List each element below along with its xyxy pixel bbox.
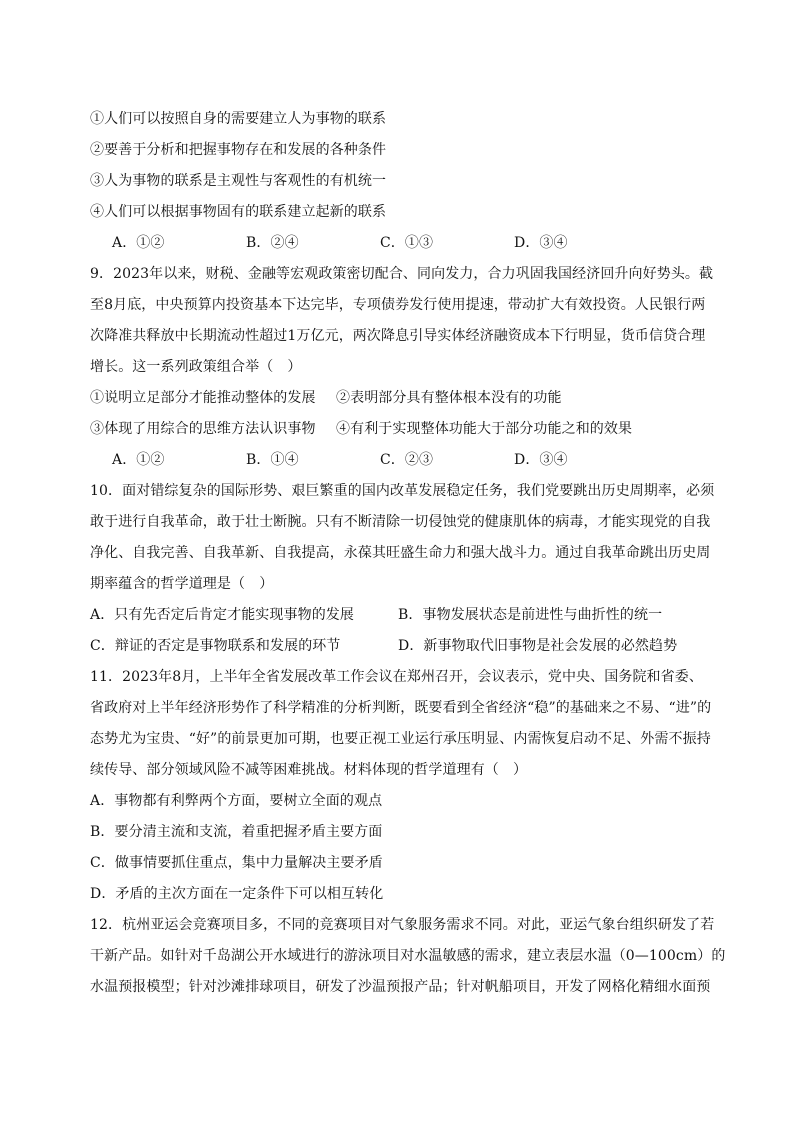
q8-statement-1: ①人们可以按照自身的需要建立人为事物的联系 bbox=[90, 111, 387, 127]
exam-content bbox=[90, 104, 726, 1003]
question-12 bbox=[90, 910, 726, 1003]
q8-statement-2: ②要善于分析和把握事物存在和发展的各种条件 bbox=[90, 142, 387, 158]
q9-statement-4: ④有利于实现整体功能大于部分功能之和的效果 bbox=[336, 421, 633, 437]
q12-stem-line-1: 12．杭州亚运会竞赛项目多，不同的竞赛项目对气象服务需求不同。对此，亚运气象台组织研发了若 bbox=[90, 917, 715, 933]
q9-statement-3: ③体现了用综合的思维方法认识事物 bbox=[90, 421, 316, 437]
q11-stem-line-3: 态势尤为宝贵、“好”的前景更加可期，也要正视工业运行承压明显、内需恢复启动不足、外需不振持 bbox=[90, 731, 711, 747]
q11-stem-line-1: 11．2023年8月，上半年全省发展改革工作会议在郑州召开，会议表示，党中央、国务院和省委、 bbox=[90, 669, 703, 685]
question-10 bbox=[90, 476, 715, 662]
q10-option-c: C．辩证的否定是事物联系和发展的环节 bbox=[90, 638, 341, 654]
question-9 bbox=[90, 259, 714, 476]
q10-stem-line-4: 期率蕴含的哲学道理是（ ） bbox=[90, 576, 274, 592]
q11-stem-line-4: 续传导、部分领域风险不减等困难挑战。材料体现的哲学道理有（ ） bbox=[90, 762, 528, 778]
q9-options bbox=[90, 445, 702, 476]
q10-options-row-1 bbox=[90, 600, 702, 631]
q9-statement-2: ②表明部分具有整体根本没有的功能 bbox=[336, 390, 562, 406]
question-11 bbox=[90, 662, 712, 910]
q8-option-b: B．②④ bbox=[246, 235, 299, 251]
q11-option-b: B．要分清主流和支流，着重把握矛盾主要方面 bbox=[90, 824, 383, 840]
q8-option-d: D．③④ bbox=[514, 235, 568, 251]
q8-statement-4: ④人们可以根据事物固有的联系建立起新的联系 bbox=[90, 204, 387, 220]
q9-stem-line-4: 增长。这一系列政策组合举（ ） bbox=[90, 359, 302, 375]
q10-stem-line-1: 10．面对错综复杂的国际形势、艰巨繁重的国内改革发展稳定任务，我们党要跳出历史周期率，必须 bbox=[90, 483, 715, 499]
q11-stem-line-2: 省政府对上半年经济形势作了科学精准的分析判断，既要看到全省经济“稳”的基础来之不易、“进”的 bbox=[90, 700, 712, 716]
q9-stem-line-2: 至8月底，中央预算内投资基本下达完毕，专项债券发行使用提速，带动扩大有效投资。人民银行两 bbox=[90, 297, 706, 313]
q11-option-c: C．做事情要抓住重点，集中力量解决主要矛盾 bbox=[90, 855, 383, 871]
q9-option-b: B．①④ bbox=[246, 452, 299, 468]
q8-options bbox=[90, 228, 702, 259]
q9-option-c: C．②③ bbox=[380, 452, 434, 468]
q9-option-d: D．③④ bbox=[514, 452, 568, 468]
q9-statements-row-1 bbox=[90, 383, 702, 414]
q12-stem-line-2: 干新产品。如针对千岛湖公开水域进行的游泳项目对水温敏感的需求，建立表层水温（0—100cm）的 bbox=[90, 948, 726, 964]
q10-option-a: A．只有先否定后肯定才能实现事物的发展 bbox=[90, 607, 355, 623]
q9-stem-line-1: 9．2023年以来，财税、金融等宏观政策密切配合、同向发力，合力巩固我国经济回升向好势头。截 bbox=[90, 266, 714, 282]
q9-statement-1: ①说明立足部分才能推动整体的发展 bbox=[90, 390, 316, 406]
q10-stem-line-2: 敢于进行自我革命，敢于壮士断腕。只有不断清除一切侵蚀党的健康肌体的病毒，才能实现党的自我 bbox=[90, 514, 711, 530]
q11-option-d: D．矛盾的主次方面在一定条件下可以相互转化 bbox=[90, 886, 384, 902]
q9-stem-line-3: 次降准共释放中长期流动性超过1万亿元，两次降息引导实体经济融资成本下行明显，货币信贷合理 bbox=[90, 328, 706, 344]
q8-statement-3: ③人为事物的联系是主观性与客观性的有机统一 bbox=[90, 173, 387, 189]
q10-options-row-2 bbox=[90, 631, 702, 662]
q9-option-a: A．①② bbox=[112, 452, 165, 468]
q11-option-a: A．事物都有利弊两个方面，要树立全面的观点 bbox=[90, 793, 383, 809]
q8-option-a: A．①② bbox=[112, 235, 165, 251]
q12-stem-line-3: 水温预报模型；针对沙滩排球项目，研发了沙温预报产品；针对帆船项目，开发了网格化精细水面预 bbox=[90, 979, 711, 995]
q10-stem-line-3: 净化、自我完善、自我革新、自我提高，永葆其旺盛生命力和强大战斗力。通过自我革命跳出历史周 bbox=[90, 545, 711, 561]
question-8 bbox=[90, 104, 702, 259]
q10-option-b: B．事物发展状态是前进性与曲折性的统一 bbox=[398, 607, 663, 623]
q9-statements-row-2 bbox=[90, 414, 702, 445]
q10-option-d: D．新事物取代旧事物是社会发展的必然趋势 bbox=[398, 638, 678, 654]
q8-option-c: C．①③ bbox=[380, 235, 434, 251]
